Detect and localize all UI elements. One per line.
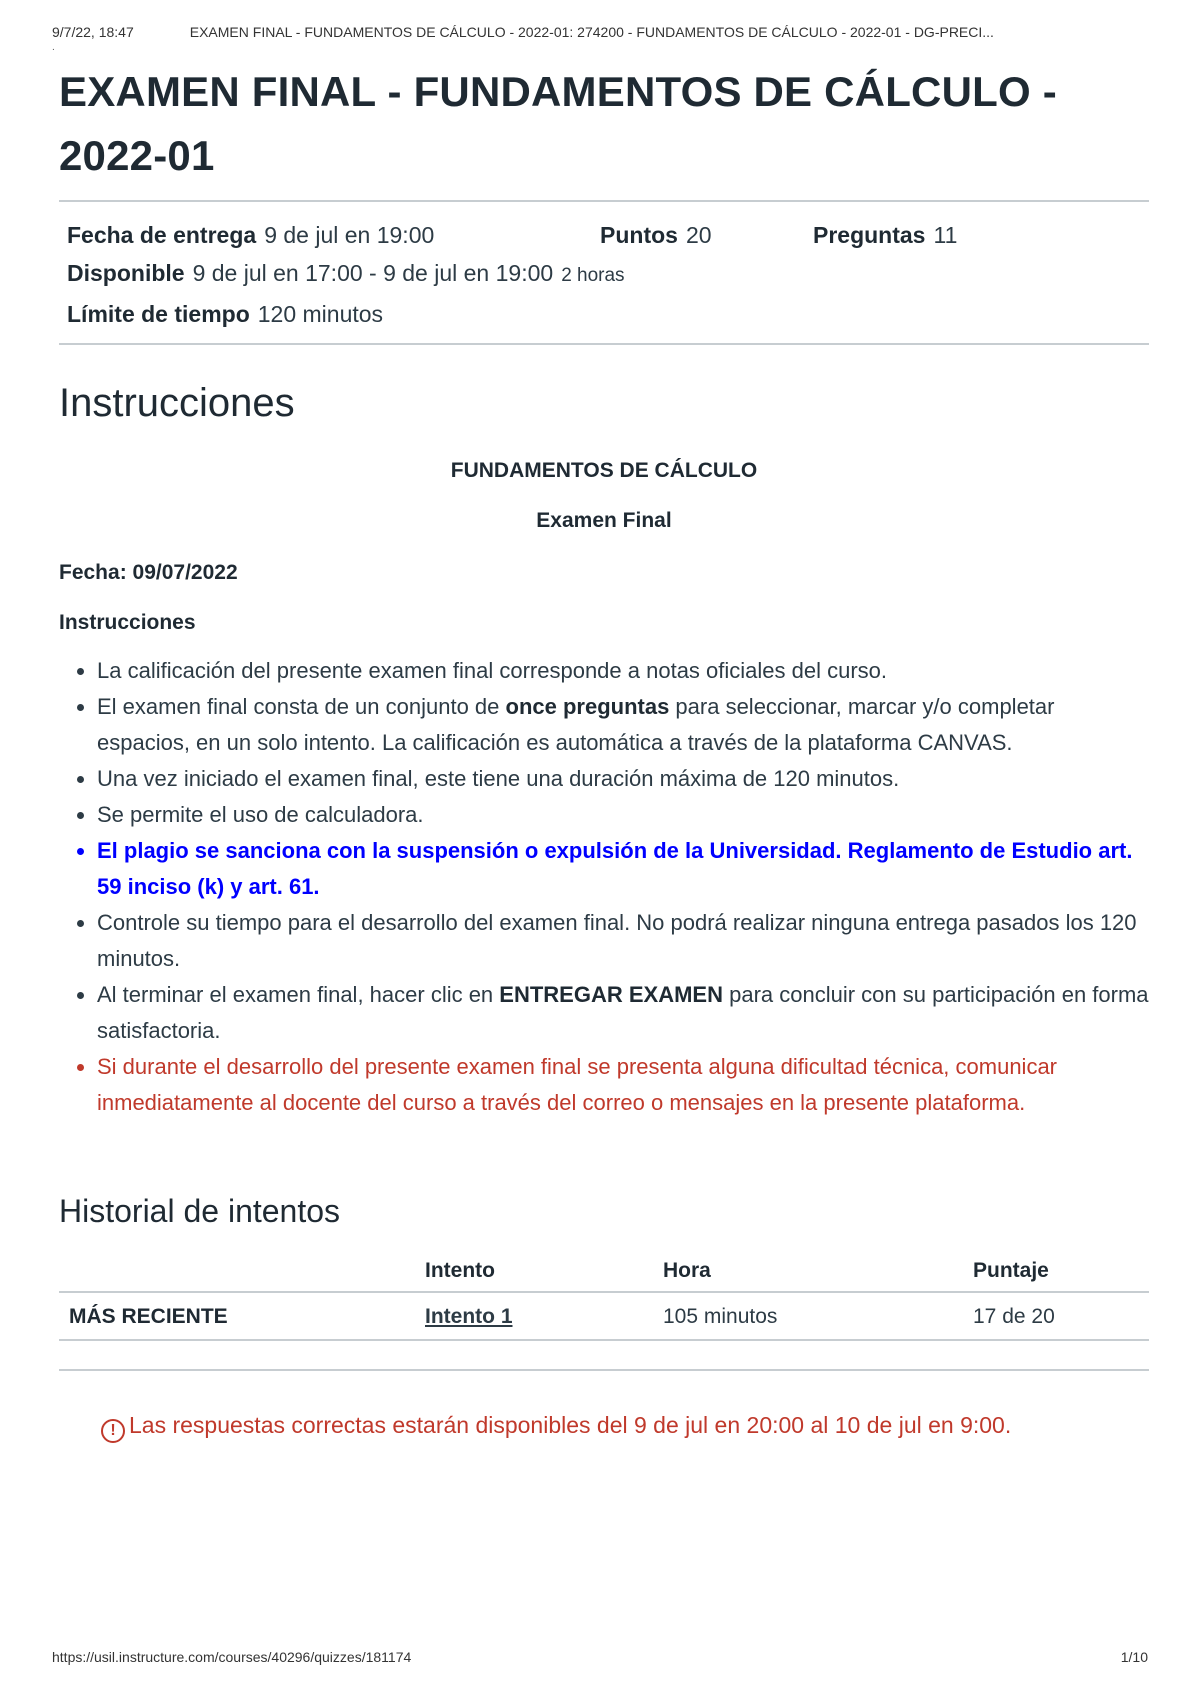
preguntas: [813, 216, 957, 254]
column-header-hora: Hora: [653, 1251, 963, 1292]
list-item: [97, 689, 1149, 761]
disponible-value: 9 de jul en 17:00 - 9 de jul en 19:00: [192, 260, 554, 286]
attempt-score: 17 de 20: [963, 1292, 1149, 1340]
details-row-2: [67, 254, 1141, 295]
exam-date: Fecha: 09/07/2022: [59, 561, 238, 584]
print-dot: .: [52, 42, 55, 53]
print-footer: [52, 1649, 1148, 1665]
fecha-entrega-value: 9 de jul en 19:00: [264, 222, 435, 248]
list-item: [97, 977, 1149, 1049]
fecha-entrega: [67, 216, 600, 254]
notice-text: Las respuestas correctas estarán disponibles del 9 de jul en 20:00 al 10 de jul en 9:00.: [129, 1412, 1012, 1438]
quiz-details: [59, 202, 1149, 343]
puntos-value: 20: [685, 222, 712, 248]
history-heading: Historial de intentos: [59, 1193, 341, 1229]
list-item: • Se permite el uso de calculadora.: [97, 797, 1149, 833]
disponible-duration: 2 horas: [561, 265, 625, 286]
list-item: • Controle su tiempo para el desarrollo del examen final. No podrá realizar ninguna entrega pasados los 120 minutos.: [97, 905, 1149, 977]
print-url: https://usil.instructure.com/courses/40296/quizzes/181174: [52, 1649, 412, 1665]
attempt-time: 105 minutos: [653, 1292, 963, 1340]
divider: [59, 1369, 1149, 1371]
print-page-number: 1/10: [1120, 1649, 1148, 1665]
list-item: • Una vez iniciado el examen final, este tiene una duración máxima de 120 minutos.: [97, 761, 1149, 797]
puntos: [600, 216, 813, 254]
print-header: [52, 24, 1148, 40]
attempt-cell: [415, 1292, 653, 1340]
list-item-text: para seleccionar, marcar y/o completar espacios, en un solo intento. La calificación es automática a través de la plataforma CANVAS.: [97, 694, 1055, 755]
divider: [59, 343, 1149, 345]
list-item-bold: once preguntas: [505, 694, 670, 719]
instructions-subheading: Instrucciones: [59, 611, 196, 634]
table-row: [59, 1292, 1149, 1340]
list-item-text: para concluir con su participación en forma satisfactoria.: [97, 982, 1149, 1043]
answers-notice: [101, 1407, 1149, 1443]
alert-circle-icon: !: [101, 1419, 125, 1443]
plagiarism-warning: • El plagio se sanciona con la suspensión o expulsión de la Universidad. Reglamento de Estudio art. 59 inciso (k) y art. 61.: [97, 833, 1149, 905]
column-header-intento: Intento: [415, 1251, 653, 1292]
details-row-1: [67, 216, 1141, 254]
instructions-heading: Instrucciones: [59, 381, 295, 425]
table-header-row: [59, 1251, 1149, 1292]
list-item: • La calificación del presente examen final corresponde a notas oficiales del curso.: [97, 653, 1149, 689]
print-page-title: EXAMEN FINAL - FUNDAMENTOS DE CÁLCULO - 2022-01: 274200 - FUNDAMENTOS DE CÁLCULO - 2022-01 - DG-PRECI...: [189, 24, 994, 40]
list-item-text: Al terminar el examen final, hacer clic en: [97, 982, 500, 1007]
list-item-text: El examen final consta de un conjunto de: [97, 694, 506, 719]
exam-name: Examen Final: [536, 509, 672, 532]
preguntas-label: Preguntas: [813, 222, 926, 248]
list-item-bold: ENTREGAR EXAMEN: [499, 982, 723, 1007]
column-header-puntaje: Puntaje: [963, 1251, 1149, 1292]
limite-value: 120 minutos: [257, 301, 384, 327]
course-name: FUNDAMENTOS DE CÁLCULO: [450, 459, 758, 482]
technical-issue-note: • Si durante el desarrollo del presente examen final se presenta alguna dificultad técnica, comunicar inmediatamente al docente del curso a través del correo o mensajes en la presente plataforma.: [97, 1049, 1149, 1121]
instructions-list: [59, 653, 1149, 1121]
limite-label: Límite de tiempo: [67, 301, 250, 327]
column-header-empty: [59, 1251, 415, 1292]
fecha-entrega-label: Fecha de entrega: [67, 222, 257, 248]
attempts-table: [59, 1251, 1149, 1341]
disponible-label: Disponible: [67, 260, 185, 286]
quiz-title: EXAMEN FINAL - FUNDAMENTOS DE CÁLCULO - 2022-01: [59, 68, 1057, 179]
attempt-label: MÁS RECIENTE: [59, 1292, 415, 1340]
attempt-link[interactable]: Intento 1: [425, 1305, 513, 1328]
quiz-content: [59, 60, 1149, 1443]
puntos-label: Puntos: [600, 222, 678, 248]
print-date: 9/7/22, 18:47: [52, 24, 134, 40]
preguntas-value: 11: [933, 222, 958, 248]
details-row-3: [67, 295, 1141, 333]
